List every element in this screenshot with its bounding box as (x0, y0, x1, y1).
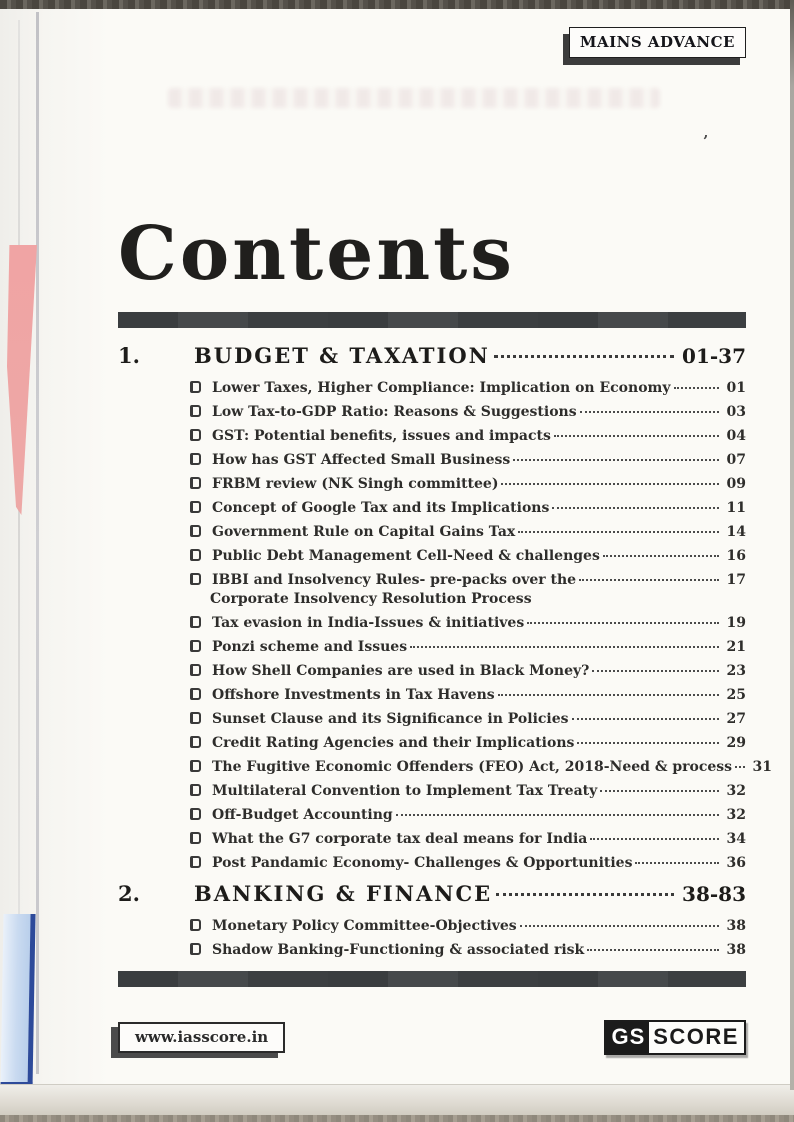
toc-item-page: 09 (726, 476, 746, 492)
toc-item (190, 500, 746, 516)
toc-item-title: How Shell Companies are used in Black Money? (212, 663, 590, 679)
square-bullet-icon (190, 712, 201, 724)
toc-item-page: 36 (726, 855, 746, 871)
toc-item-title: Post Pandamic Economy- Challenges & Opportunities (212, 855, 633, 871)
toc-item-subtitle: Corporate Insolvency Resolution Process (210, 591, 532, 607)
toc-item-row (190, 548, 746, 564)
toc-item-page: 23 (726, 663, 746, 679)
square-bullet-icon (190, 381, 201, 393)
toc-item-title: Monetary Policy Committee-Objectives (212, 918, 517, 934)
toc-item-row (190, 807, 746, 823)
bottom-divider-bar (118, 971, 746, 987)
square-bullet-icon (190, 525, 201, 537)
square-bullet-icon (190, 688, 201, 700)
square-bullet-icon (190, 549, 201, 561)
square-bullet-icon (190, 616, 201, 628)
square-bullet-icon (190, 832, 201, 844)
section-number: 1. (118, 343, 140, 368)
toc-item-row (190, 500, 746, 516)
toc-item-row (190, 615, 746, 631)
toc-item-title: IBBI and Insolvency Rules- pre-packs over the (212, 572, 577, 588)
toc-item-dot-leader (554, 435, 719, 437)
toc-item-dot-leader (735, 766, 745, 768)
square-bullet-icon (190, 453, 201, 465)
toc-item-page: 31 (752, 759, 773, 775)
toc-item-page: 04 (726, 428, 746, 444)
toc-item (190, 855, 746, 871)
toc-item-page: 19 (726, 615, 746, 631)
toc-item-dot-leader (590, 838, 719, 840)
toc-item-page: 07 (726, 452, 746, 468)
book-right-edge (790, 0, 794, 1090)
toc-item-page: 16 (726, 548, 746, 564)
toc-item-row (190, 831, 746, 847)
toc-item-title: Lower Taxes, Higher Compliance: Implication on Economy (212, 380, 671, 396)
toc-item-page: 11 (726, 500, 746, 516)
toc-item-dot-leader (513, 459, 719, 461)
toc-item-row (190, 855, 746, 871)
toc-item-title: Offshore Investments in Tax Havens (212, 687, 495, 703)
section-page-range: 01-37 (682, 344, 746, 368)
gsscore-logo-score: SCORE (653, 1024, 739, 1049)
toc-item-row (190, 711, 746, 727)
toc-item (190, 572, 746, 607)
toc-item-dot-leader (592, 670, 719, 672)
square-bullet-icon (190, 856, 201, 868)
toc-item-title: How has GST Affected Small Business (212, 452, 511, 468)
toc-item-dot-leader (587, 949, 719, 951)
toc-item-dot-leader (674, 387, 720, 389)
toc-item (190, 807, 746, 823)
title-divider-bar (118, 312, 746, 328)
toc-item-title: Credit Rating Agencies and their Implications (212, 735, 575, 751)
square-bullet-icon (190, 640, 201, 652)
toc-item (190, 759, 773, 775)
toc-item (190, 942, 746, 958)
toc-item-title: Off-Budget Accounting (212, 807, 393, 823)
toc-item (190, 548, 746, 564)
toc-item-row (190, 687, 746, 703)
toc-item-row (190, 942, 746, 958)
square-bullet-icon (190, 664, 201, 676)
toc-item (190, 735, 746, 751)
square-bullet-icon (190, 943, 201, 955)
square-bullet-icon (190, 736, 201, 748)
toc-item-dot-leader (635, 862, 719, 864)
toc-item-row (190, 524, 746, 540)
section-dot-leader (494, 355, 674, 358)
toc-item (190, 452, 746, 468)
section-title: BUDGET & TAXATION (194, 343, 490, 368)
toc-item-page: 14 (726, 524, 746, 540)
toc-item-page: 27 (726, 711, 746, 727)
toc-item-page: 17 (726, 572, 746, 588)
page-edge-line (36, 12, 39, 1074)
toc-item-title: GST: Potential benefits, issues and impacts (212, 428, 551, 444)
square-bullet-icon (190, 429, 201, 441)
toc-item-title: What the G7 corporate tax deal means for India (212, 831, 588, 847)
toc-sections (118, 343, 773, 958)
toc-item-title: Concept of Google Tax and its Implications (212, 500, 550, 516)
toc-section-header (118, 343, 746, 368)
toc-item (190, 615, 746, 631)
toc-item-dot-leader (520, 925, 719, 927)
toc-item-page: 32 (726, 807, 746, 823)
section-number: 2. (118, 881, 140, 906)
toc-item-row (190, 663, 746, 679)
toc-item-page: 03 (726, 404, 746, 420)
toc-item (190, 476, 746, 492)
toc-item-dot-leader (572, 718, 719, 720)
gsscore-logo-gs: GS (606, 1022, 649, 1053)
toc-item-row (190, 783, 746, 799)
toc-item-dot-leader (577, 742, 719, 744)
toc-item-page: 29 (726, 735, 746, 751)
toc-item-page: 32 (726, 783, 746, 799)
toc-item (190, 918, 746, 934)
square-bullet-icon (190, 477, 201, 489)
toc-item-page: 38 (726, 942, 746, 958)
square-bullet-icon (190, 501, 201, 513)
toc-item-title: Low Tax-to-GDP Ratio: Reasons & Suggestions (212, 404, 577, 420)
toc-item-title: Ponzi scheme and Issues (212, 639, 408, 655)
toc-section (118, 343, 773, 871)
square-bullet-icon (190, 808, 201, 820)
under-page-edge-line (18, 20, 20, 1070)
toc-item-dot-leader (579, 579, 719, 581)
toc-item (190, 687, 746, 703)
section-dot-leader (496, 893, 674, 896)
square-bullet-icon (190, 405, 201, 417)
toc-item (190, 639, 746, 655)
toc-item (190, 428, 746, 444)
toc-item-dot-leader (518, 531, 719, 533)
section-items (190, 918, 746, 958)
toc-item-title: Multilateral Convention to Implement Tax Treaty (212, 783, 598, 799)
toc-item-title: Shadow Banking-Functioning & associated risk (212, 942, 585, 958)
footer (118, 1020, 746, 1055)
scan-bottom-background (0, 1085, 794, 1122)
toc-item-row (190, 404, 746, 420)
toc-item-row (190, 918, 746, 934)
gsscore-logo (604, 1020, 746, 1055)
toc-item-title: Sunset Clause and its Significance in Policies (212, 711, 569, 727)
toc-item-row (190, 759, 773, 775)
section-title: BANKING & FINANCE (194, 881, 493, 906)
toc-item-dot-leader (603, 555, 719, 557)
page-title: Contents (118, 211, 515, 297)
toc-item-title: The Fugitive Economic Offenders (FEO) Act, 2018-Need & process (212, 759, 733, 775)
toc-item-dot-leader (527, 622, 719, 624)
website-box: www.iasscore.in (118, 1022, 285, 1053)
toc-item-row (190, 380, 746, 396)
blue-page-marker (0, 914, 35, 1091)
toc-item-row (190, 639, 746, 655)
toc-section (118, 881, 746, 958)
toc-item (190, 783, 746, 799)
content-column (118, 0, 773, 1055)
toc-item-row (190, 452, 746, 468)
toc-item (190, 831, 746, 847)
toc-item-page: 34 (726, 831, 746, 847)
toc-item-row (190, 572, 746, 588)
section-items (190, 380, 773, 871)
stray-ink-mark: ’ (703, 132, 709, 150)
toc-item-page: 38 (726, 918, 746, 934)
toc-item-page: 01 (726, 380, 746, 396)
toc-item (190, 524, 746, 540)
toc-item-title: FRBM review (NK Singh committee) (212, 476, 499, 492)
toc-item-page: 21 (726, 639, 746, 655)
toc-item-dot-leader (498, 694, 719, 696)
square-bullet-icon (190, 919, 201, 931)
toc-item-title: Tax evasion in India-Issues & initiatives (212, 615, 525, 631)
toc-item-title: Government Rule on Capital Gains Tax (212, 524, 516, 540)
toc-item-row (190, 476, 746, 492)
section-page-range: 38-83 (682, 882, 746, 906)
toc-item-row (190, 428, 746, 444)
toc-item-row (190, 735, 746, 751)
square-bullet-icon (190, 573, 201, 585)
toc-item (190, 663, 746, 679)
toc-item-dot-leader (410, 646, 719, 648)
toc-item (190, 380, 746, 396)
toc-item-page: 25 (726, 687, 746, 703)
toc-section-header (118, 881, 746, 906)
square-bullet-icon (190, 760, 201, 772)
toc-item-title: Public Debt Management Cell-Need & challenges (212, 548, 600, 564)
toc-item-dot-leader (501, 483, 719, 485)
toc-item-dot-leader (396, 814, 719, 816)
toc-item-dot-leader (580, 411, 719, 413)
toc-item-dot-leader (552, 507, 719, 509)
square-bullet-icon (190, 784, 201, 796)
mains-advance-badge: MAINS ADVANCE (569, 27, 746, 58)
toc-item (190, 711, 746, 727)
toc-item (190, 404, 746, 420)
scan-bottom-texture (0, 1115, 794, 1122)
toc-item-dot-leader (600, 790, 719, 792)
